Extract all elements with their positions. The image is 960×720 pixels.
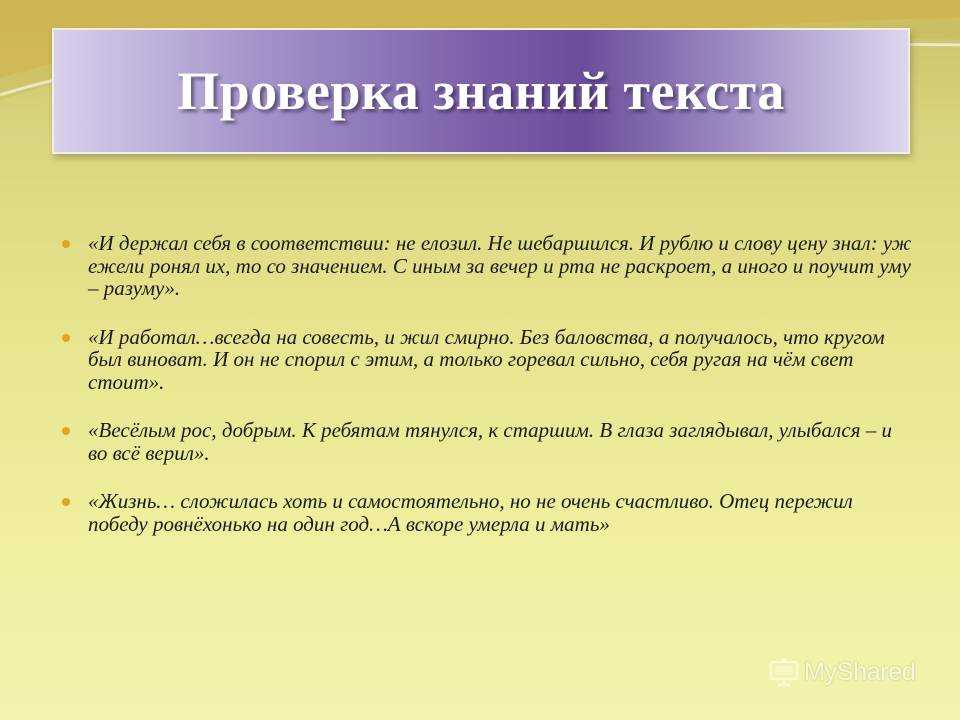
bullet-item	[62, 326, 912, 394]
bullet-item	[62, 232, 912, 300]
slide-title: Проверка знаний текста	[177, 61, 785, 121]
title-banner	[52, 28, 910, 154]
bullet-marker	[62, 334, 70, 342]
bullet-marker	[62, 427, 70, 435]
watermark-logo	[768, 656, 916, 688]
bullet-text: «Жизнь… сложилась хоть и самостоятельно, но не очень счастливо. Отец пережил победу ровнёхонько на один год…А вскоре умерла и мать»	[88, 489, 853, 536]
watermark-text: MyShared	[804, 657, 916, 686]
bullet-item	[62, 490, 912, 535]
bullet-text: «И держал себя в соответствии: не елозил. Не шебаршился. И рублю и слову цену знал: уж ежели ронял их, то со значением. С иным за вечер и рта не раскроет, а иного и поучит уму – разуму».	[88, 231, 912, 300]
bullet-list	[62, 232, 912, 561]
bullet-text: «Весёлым рос, добрым. К ребятам тянулся, к старшим. В глаза заглядывал, улыбался – и во всё верил».	[88, 418, 892, 465]
bullet-text: «И работал…всегда на совесть, и жил смирно. Без баловства, а получалось, что кругом был виноват. И он не спорил с этим, а только горевал сильно, себя ругая на чём свет стоит».	[88, 324, 885, 394]
bullet-marker	[62, 498, 70, 506]
bullet-marker	[62, 240, 70, 248]
projector-screen-icon	[768, 656, 800, 688]
bullet-item	[62, 419, 912, 464]
